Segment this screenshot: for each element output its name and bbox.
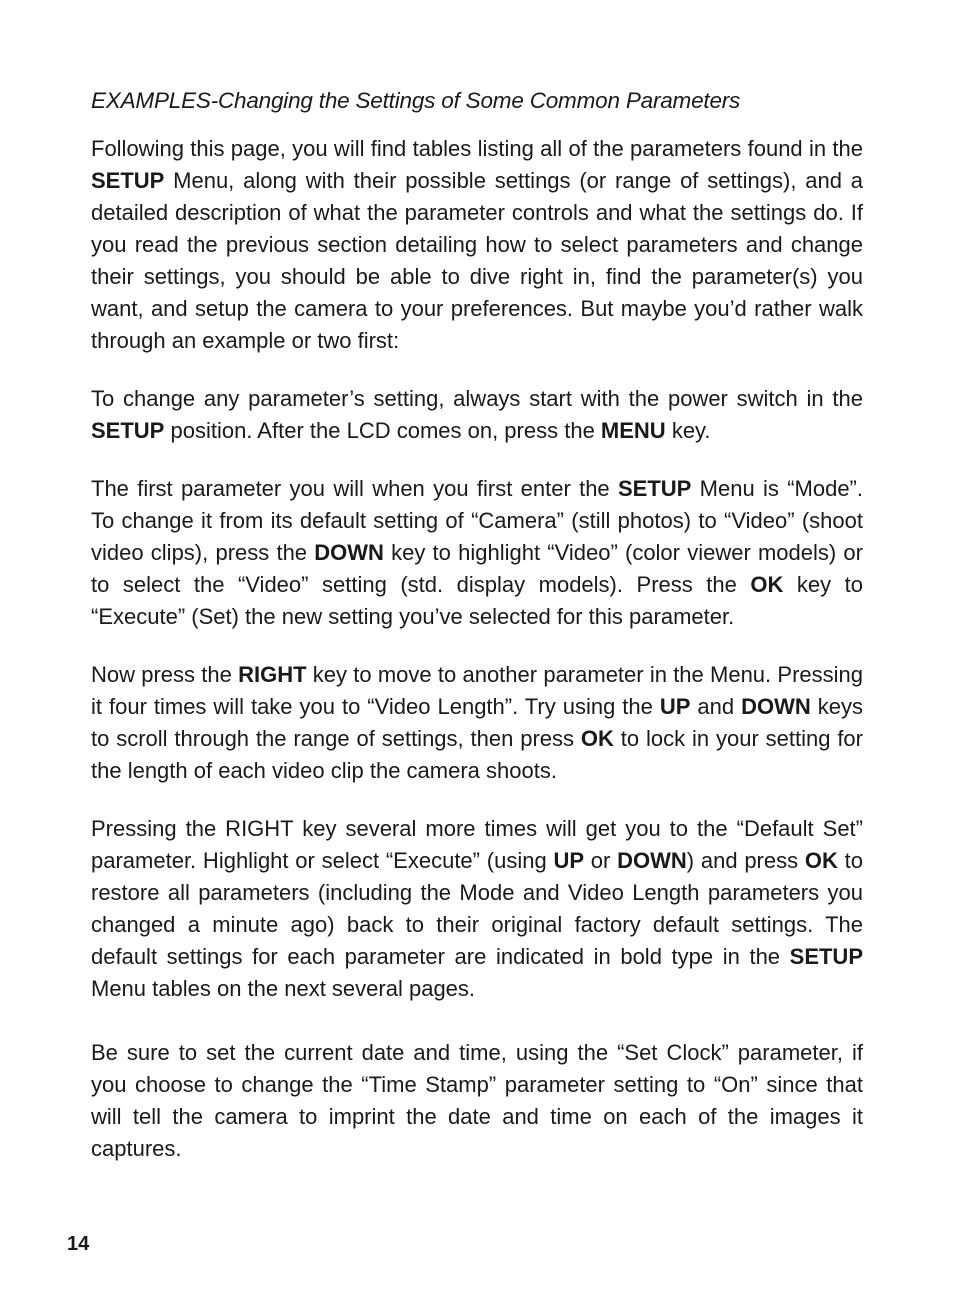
text: Now press the <box>91 662 239 687</box>
ok-keyword: OK <box>580 726 614 751</box>
text: Menu tables on the next several pages. <box>91 976 476 1001</box>
paragraph-mode <box>91 473 863 633</box>
setup-keyword: SETUP <box>91 168 165 193</box>
text: Following this page, you will find tables listing all of the parameters found in the <box>91 136 863 161</box>
text: ) and press <box>686 848 805 873</box>
ok-keyword: OK <box>804 848 838 873</box>
document-body <box>91 86 863 1191</box>
text: The first parameter you will when you first enter the <box>91 476 618 501</box>
text: or <box>584 848 618 873</box>
paragraph-video-length <box>91 659 863 787</box>
ok-keyword: OK <box>750 572 784 597</box>
text: key. <box>665 418 711 443</box>
text: key to highlight “Video” (color viewer models) or to select the “Video” setting (std. display models). Press the <box>91 540 863 597</box>
down-keyword: DOWN <box>741 694 811 719</box>
text: Be sure to set the current date and time, using the “Set Clock” parameter, if you choose to change the “Time Stamp” parameter setting to “On” since that will tell the camera to imprint the date and time on each of the images it captures. <box>91 1040 863 1161</box>
text: to restore all parameters (including the Mode and Video Length parameters you changed a minute ago) back to their original factory default settings. The default settings for each parameter are indicated in bold type in the <box>91 848 864 969</box>
text: and <box>690 694 742 719</box>
up-keyword: UP <box>553 848 585 873</box>
text: key to “Execute” (Set) the new setting you’ve selected for this parameter. <box>91 572 863 629</box>
section-heading: EXAMPLES-Changing the Settings of Some Common Parameters <box>91 88 741 113</box>
setup-keyword: SETUP <box>617 476 692 501</box>
paragraph-default-set <box>91 813 863 1005</box>
paragraph-intro <box>91 133 863 357</box>
text: To change any parameter’s setting, always start with the power switch in the <box>91 386 863 411</box>
text: keys to scroll through the range of settings, then press <box>91 694 863 751</box>
text: Pressing the RIGHT key several more times will get you to the “Default Set” parameter. Highlight or select “Execute” (using <box>91 816 863 873</box>
paragraph-set-clock <box>91 1037 863 1165</box>
text: key to move to another parameter in the Menu. Pressing it four times will take you to “Video Length”. Try using the <box>91 662 863 719</box>
page-number: 14 <box>67 1233 90 1255</box>
down-keyword: DOWN <box>314 540 384 565</box>
paragraph-power-switch <box>91 383 863 447</box>
down-keyword: DOWN <box>617 848 687 873</box>
right-keyword: RIGHT <box>238 662 307 687</box>
setup-keyword: SETUP <box>789 944 863 969</box>
text: to lock in your setting for the length of each video clip the camera shoots. <box>91 726 863 783</box>
setup-keyword: SETUP <box>91 418 165 443</box>
text: position. After the LCD comes on, press the <box>164 418 601 443</box>
menu-keyword: MENU <box>600 418 666 443</box>
text: Menu, along with their possible settings (or range of settings), and a detailed description of what the parameter controls and what the settings do. If you read the previous section detailing how to select parameters and change their settings, you should be able to dive right in, find the parameter(s) you want, and setup the camera to your preferences. But maybe you’d rather walk through an example or two first: <box>91 168 863 353</box>
text: Menu is “Mode”. To change it from its default setting of “Camera” (still photos) to “Video” (shoot video clips), press the <box>91 476 863 565</box>
up-keyword: UP <box>659 694 691 719</box>
